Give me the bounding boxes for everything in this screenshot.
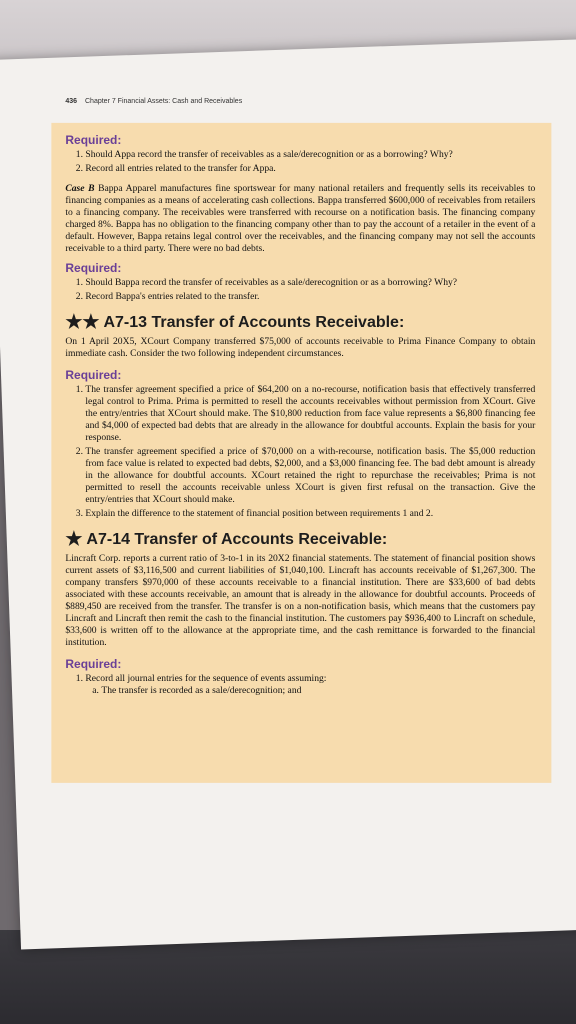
- list-item: 2. The transfer agreement specified a price of $70,000 on a with-recourse, notification basis. The $5,000 reduction from face value is related to expected bad debts, $2,000, and a $3,000 financing fee. The bad debt amount is already in the allowance for doubtful accounts. XCourt retained the right to repurchase the receivables; Prima is not permitted to resell the accounts receivable unless XCourt is given first refusal on the transaction. Give the entry/entries that XCourt should make.: [85, 446, 535, 506]
- list-item: 2. Record all entries related to the transfer for Appa.: [85, 163, 535, 175]
- required-heading: Required:: [65, 656, 122, 671]
- star-icon: ★★: [65, 311, 100, 333]
- exercise-block: [51, 123, 551, 783]
- list-item: 3. Explain the difference to the statement of financial position between requirements 1 and 2.: [85, 508, 535, 520]
- sub-list: [85, 685, 535, 697]
- exercise-heading: A7-13 Transfer of Accounts Receivable:: [103, 313, 405, 331]
- list-item: [85, 673, 535, 697]
- exercise-title-a7-14: [65, 530, 535, 549]
- list-item: 1. The transfer agreement specified a price of $64,200 on a no-recourse, notification basis that effectively transferred legal control to Prima. Prima is permitted to resell the accounts receivables without permission from XCourt. Give the entry/entries that XCourt should make. The $10,800 reduction from face value represents a $6,800 financing fee and $4,000 of expected bad debts that are already in the allowance for doubtful accounts. Explain the basis for your response.: [85, 384, 535, 444]
- case-label: Case B: [65, 182, 95, 194]
- running-title: Chapter 7 Financial Assets: Cash and Receivables: [85, 97, 243, 105]
- required-heading: Required:: [65, 132, 122, 147]
- book-page: [0, 38, 576, 950]
- required-list: [65, 673, 535, 697]
- required-heading: Required:: [65, 260, 122, 275]
- required-list: [65, 384, 535, 520]
- star-icon: ★: [65, 528, 83, 550]
- required-list: [65, 277, 535, 303]
- exercise-title-a7-13: [65, 313, 535, 332]
- running-head: [65, 98, 571, 105]
- list-item-text: Record all journal entries for the sequence of events assuming:: [85, 672, 327, 684]
- list-item: 2. Record Bappa's entries related to the transfer.: [85, 291, 535, 303]
- case-b-text: Bappa Apparel manufactures fine sportswear for many national retailers and frequently sells its receivables to financing companies as a means of accelerating cash collections. Bappa transferred $600,000 of receivables from retailers to a financing company. The receivables were transferred with recourse on a notification basis. The financing company charged 8%. Bappa has no obligation to the financing company other than to pay the account of a retailer in the event of a default. However, Bappa retains legal control over the receivables, and the financing company may not sell the accounts receivable to a third party. There were no bad debts.: [65, 182, 536, 254]
- page-content: [51, 98, 571, 783]
- case-b-paragraph: [65, 183, 535, 255]
- exercise-intro: Lincraft Corp. reports a current ratio of 3-to-1 in its 20X2 financial statements. The statement of financial position shows current assets of $3,116,500 and current liabilities of $1,040,100. Lincraft has accounts receivable of $1,267,300. The company transfers $970,000 of these accounts receivable to a financial institution. There are $33,600 of bad debts associated with these accounts receivable, an amount that is already in the allowance for doubtful accounts. Proceeds of $889,450 are received from the transfer. The transfer is on a non-notification basis, which means that the customers pay Lincraft and Lincraft then remit the cash to the financial institution. The customers pay $936,400 to Lincraft on schedule, $33,600 is written off to the allowance at the appropriate time, and the cash remittance is forwarded to the financial institution.: [65, 552, 536, 648]
- sub-list-item: a. The transfer is recorded as a sale/derecognition; and: [101, 685, 535, 697]
- page-number: 436: [65, 97, 78, 105]
- required-list: [65, 149, 535, 175]
- exercise-intro: On 1 April 20X5, XCourt Company transferred $75,000 of accounts receivable to Prima Finance Company to obtain immediate cash. Consider the two following independent circumstances.: [65, 335, 536, 359]
- required-heading: Required:: [65, 367, 122, 382]
- exercise-heading: A7-14 Transfer of Accounts Receivable:: [86, 530, 388, 548]
- list-item: 1. Should Appa record the transfer of receivables as a sale/derecognition or as a borrowing? Why?: [85, 149, 535, 161]
- list-item: 1. Should Bappa record the transfer of receivables as a sale/derecognition or as a borrowing? Why?: [85, 277, 535, 289]
